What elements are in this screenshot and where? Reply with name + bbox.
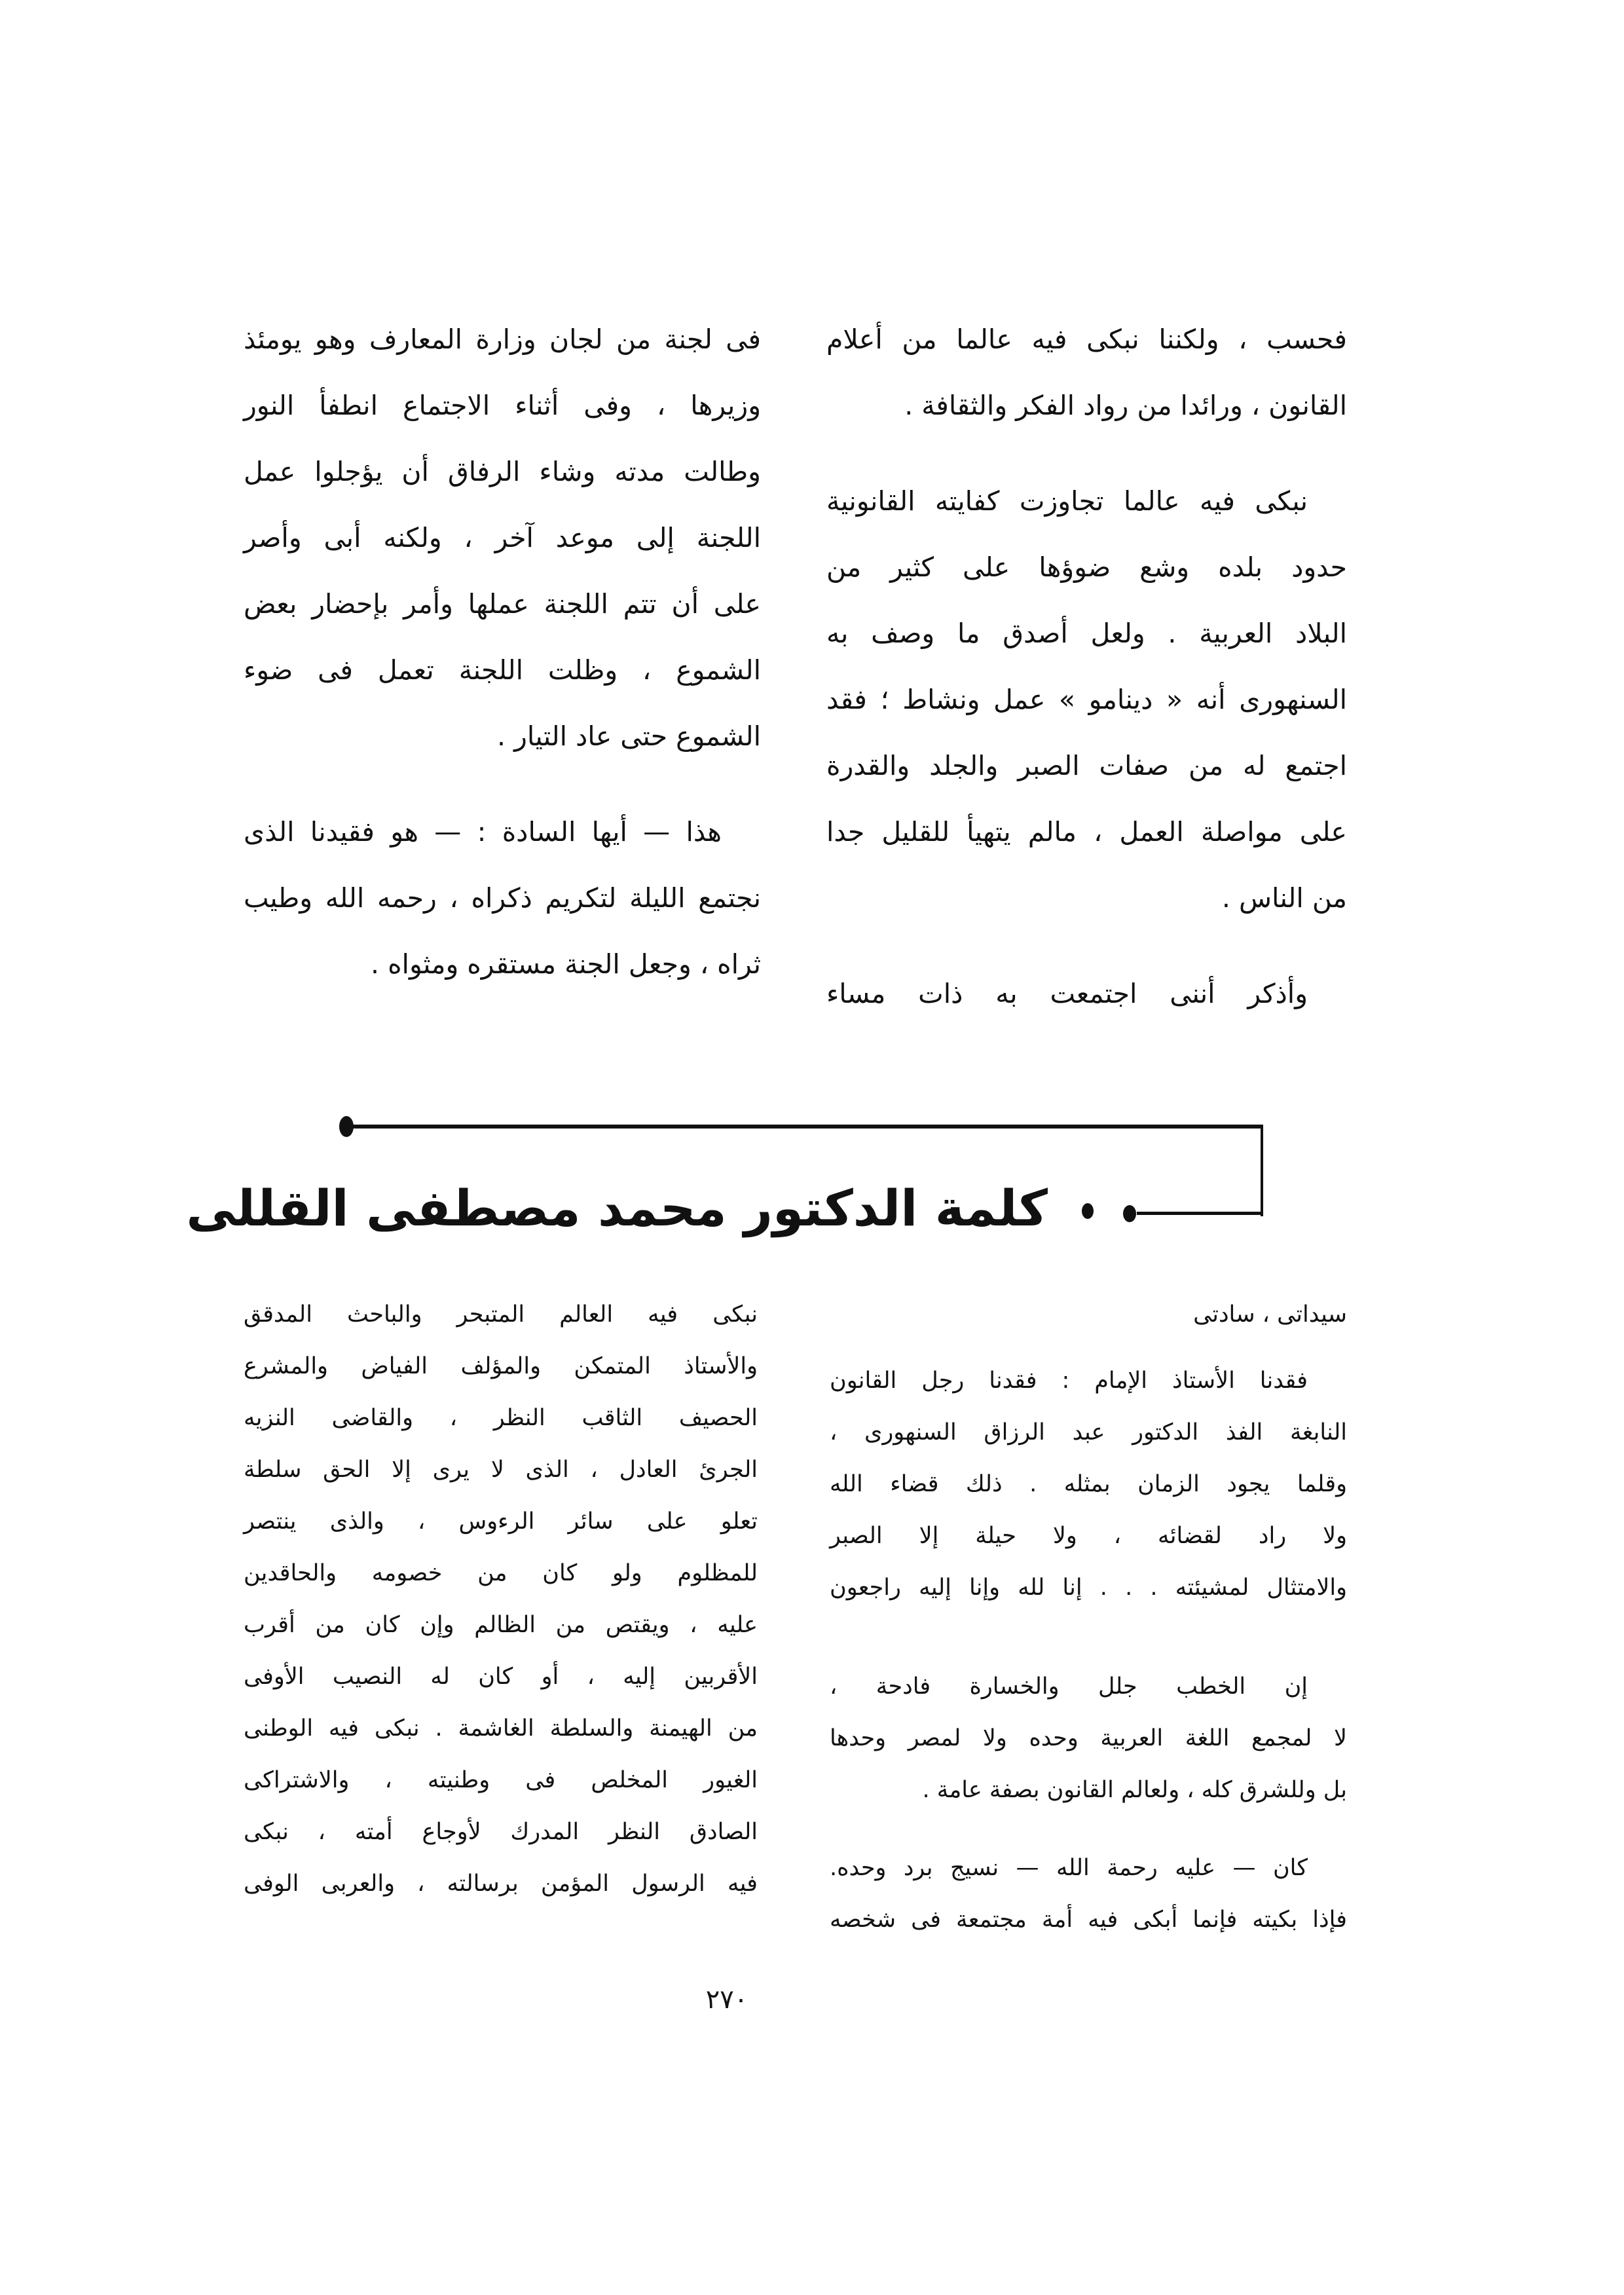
text-line: بل وللشرق كله ، ولعالم القانون بصفة عامة . xyxy=(922,1777,1347,1803)
text-line: القانون ، ورائدا من رواد الفكر والثقافة . xyxy=(904,390,1347,421)
text-line: الشموع حتى عاد التيار . xyxy=(497,720,761,752)
text-line: نبكى فيه عالما تجاوزت كفايته القانونية xyxy=(826,485,1308,517)
text-line: على أن تتم اللجنة عملها وأمر بإحضار بعض xyxy=(244,588,761,620)
text-line: النابغة الفذ الدكتور عبد الرزاق السنهورى ، xyxy=(830,1419,1347,1446)
text-line: والامتثال لمشيئته . . . إنا لله وإنا إليه راجعون xyxy=(830,1575,1347,1601)
text-line: والأستاذ المتمكن والمؤلف الفياض والمشرع xyxy=(244,1353,758,1379)
bottom-left-column xyxy=(244,1289,758,1910)
text-line: على مواصلة العمل ، مالم يتهيأ للقليل جدا xyxy=(826,816,1347,848)
text-line: ولا راد لقضائه ، ولا حيلة إلا الصبر xyxy=(830,1523,1347,1549)
text-line: كان — عليه رحمة الله — نسيج برد وحده. xyxy=(830,1855,1308,1881)
text-line: من الناس . xyxy=(1221,882,1347,914)
heading-bullet-dot xyxy=(1082,1203,1094,1219)
heading-bullet-dot xyxy=(1123,1205,1136,1222)
top-right-column xyxy=(826,307,1347,1027)
text-line: وزيرها ، وفى أثناء الاجتماع انطفأ النور xyxy=(244,390,761,421)
section-heading: كلمة الدكتور محمد مصطفى القللى xyxy=(186,1179,1048,1237)
text-line: فى لجنة من لجان وزارة المعارف وهو يومئذ xyxy=(244,324,761,355)
text-line: السنهورى أنه « دينامو » عمل ونشاط ؛ فقد xyxy=(826,684,1347,715)
text-line: حدود بلده وشع ضوؤها على كثير من xyxy=(826,551,1347,583)
paragraph xyxy=(244,799,761,998)
text-line: وأذكر أننى اجتمعت به ذات مساء xyxy=(826,978,1308,1009)
text-line: لا لمجمع اللغة العربية وحده ولا لمصر وحدها xyxy=(830,1725,1347,1751)
text-line: نجتمع الليلة لتكريم ذكراه ، رحمه الله وطيب xyxy=(244,882,761,914)
paragraph xyxy=(244,1289,758,1910)
top-left-column xyxy=(244,307,761,998)
text-line: تعلو على سائر الرءوس ، والذى ينتصر xyxy=(244,1508,758,1535)
text-line: من الهيمنة والسلطة الغاشمة . نبكى فيه الوطنى xyxy=(244,1715,758,1742)
text-line: وقلما يجود الزمان بمثله . ذلك قضاء الله xyxy=(830,1471,1347,1497)
text-line: الأقربين إليه ، أو كان له النصيب الأوفى xyxy=(244,1664,758,1690)
paragraph xyxy=(830,1842,1347,1946)
text-line: نبكى فيه العالم المتبحر والباحث المدقق xyxy=(244,1301,758,1328)
text-line: وطالت مدته وشاء الرفاق أن يؤجلوا عمل xyxy=(244,456,761,487)
paragraph xyxy=(830,1289,1347,1341)
text-line: ثراه ، وجعل الجنة مستقره ومثواه . xyxy=(371,948,761,980)
bottom-right-column xyxy=(830,1289,1347,1946)
text-line: اللجنة إلى موعد آخر ، ولكنه أبى وأصر xyxy=(244,522,761,553)
divider-top-rule xyxy=(350,1125,1263,1129)
text-line: اجتمع له من صفات الصبر والجلد والقدرة xyxy=(826,750,1347,781)
text-line: الجرئ العادل ، الذى لا يرى إلا الحق سلطة xyxy=(244,1457,758,1483)
text-line: البلاد العربية . ولعل أصدق ما وصف به xyxy=(826,618,1347,649)
text-line: فيه الرسول المؤمن برسالته ، والعربى الوفى xyxy=(244,1871,758,1897)
paragraph xyxy=(826,961,1347,1027)
text-line: عليه ، ويقتص من الظالم وإن كان من أقرب xyxy=(244,1612,758,1638)
page-number: ٢٧٠ xyxy=(705,1985,748,2015)
text-line: للمظلوم ولو كان من خصومه والحاقدين xyxy=(244,1560,758,1586)
paragraph xyxy=(826,307,1347,439)
text-line: فقدنا الأستاذ الإمام : فقدنا رجل القانون xyxy=(830,1368,1308,1394)
paragraph xyxy=(830,1355,1347,1614)
paragraph xyxy=(830,1661,1347,1816)
text-line: سيداتى ، سادتى xyxy=(1193,1301,1347,1328)
text-line: هذا — أيها السادة : — هو فقيدنا الذى xyxy=(244,816,722,848)
text-line: الشموع ، وظلت اللجنة تعمل فى ضوء xyxy=(244,654,761,686)
divider-bottom-rule xyxy=(1137,1212,1263,1215)
text-line: إن الخطب جلل والخسارة فادحة ، xyxy=(830,1673,1308,1700)
text-line: فحسب ، ولكننا نبكى فيه عالما من أعلام xyxy=(826,324,1347,355)
text-line: فإذا بكيته فإنما أبكى فيه أمة مجتمعة فى شخصه xyxy=(830,1907,1347,1933)
paragraph xyxy=(826,468,1347,931)
paragraph xyxy=(244,307,761,770)
text-line: الغيور المخلص فى وطنيته ، والاشتراكى xyxy=(244,1767,758,1793)
divider-vertical-rule xyxy=(1261,1125,1263,1216)
text-line: الصادق النظر المدرك لأوجاع أمته ، نبكى xyxy=(244,1819,758,1845)
text-line: الحصيف الثاقب النظر ، والقاضى النزيه xyxy=(244,1405,758,1431)
